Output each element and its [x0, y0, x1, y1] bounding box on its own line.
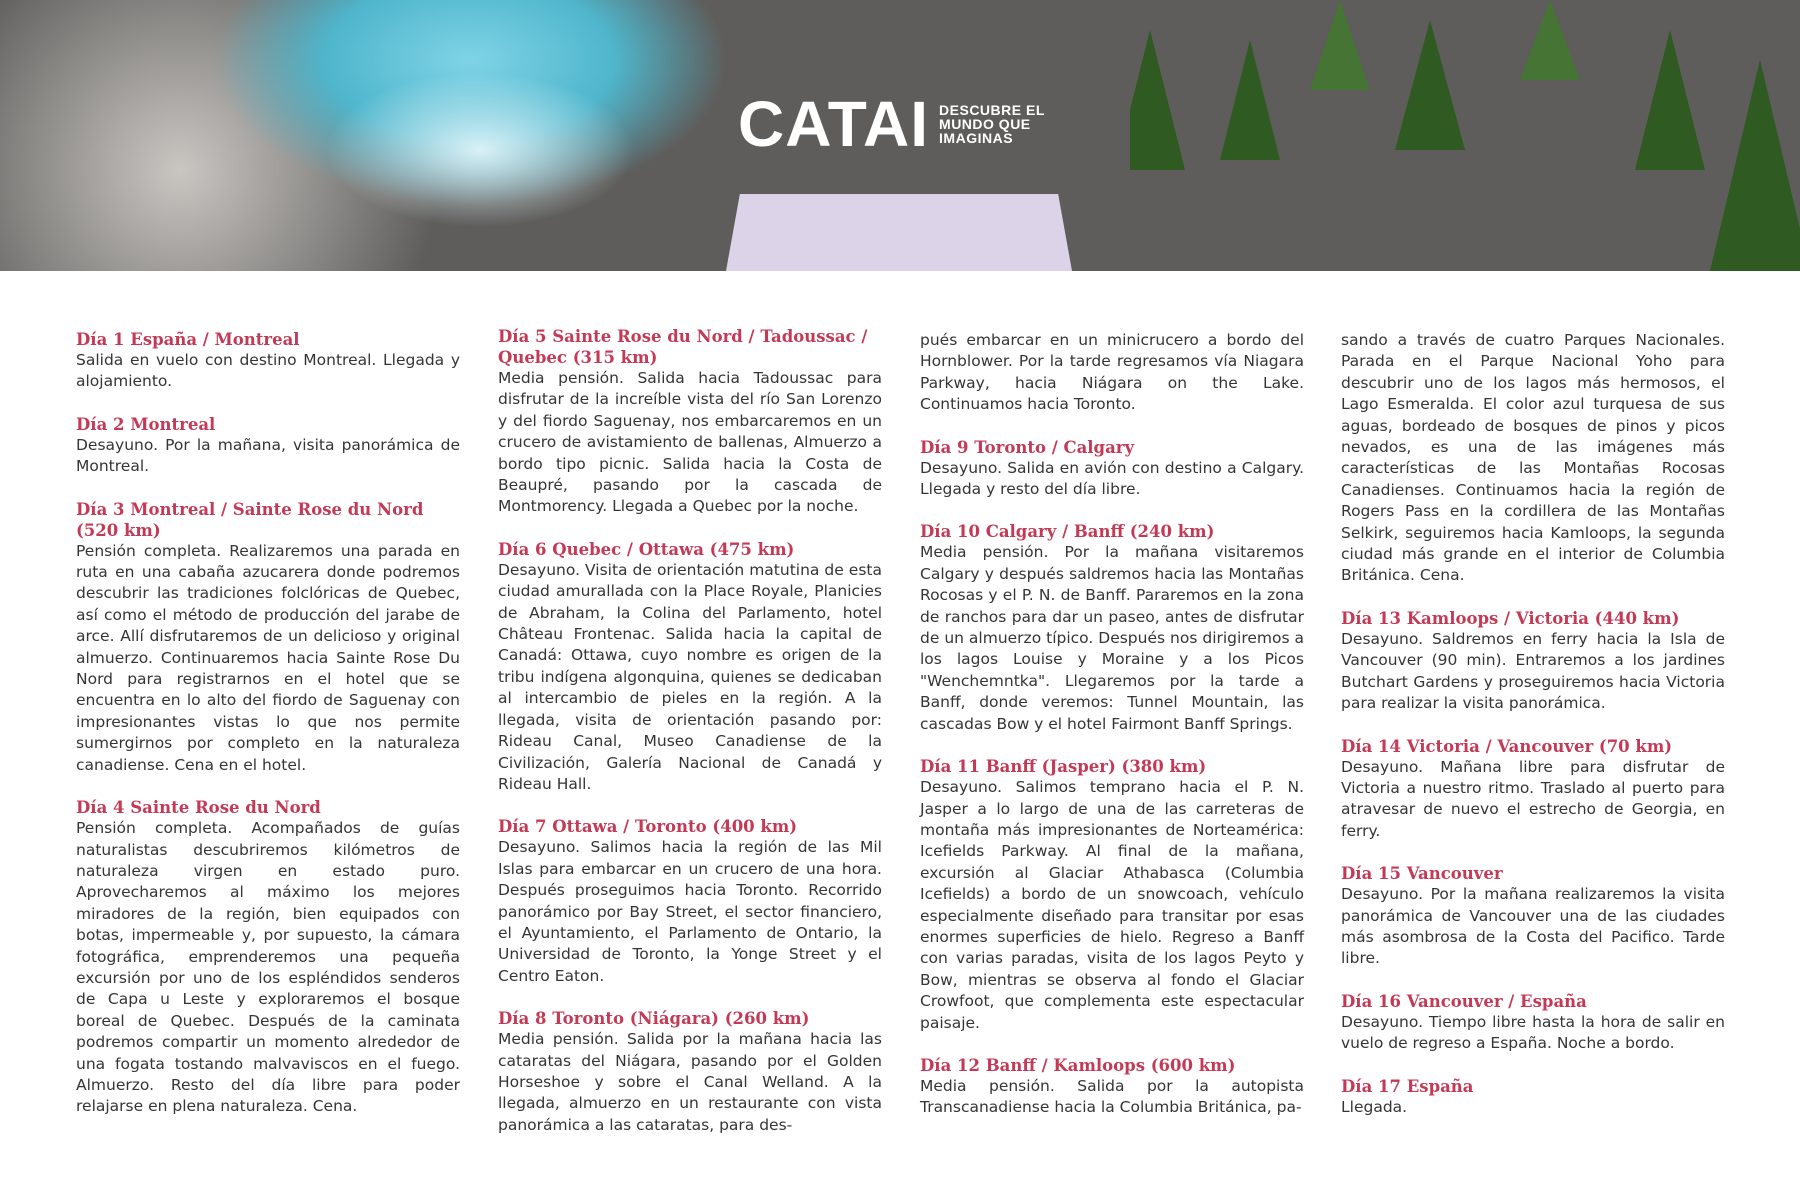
itinerary-day: [76, 414, 460, 478]
itinerary-day-continued: [920, 330, 1304, 416]
itinerary-day: [920, 1055, 1304, 1119]
itinerary-column-1: [76, 329, 460, 1139]
logo-wordmark: CATAI: [738, 88, 930, 160]
itinerary-day: [76, 329, 460, 393]
itinerary-day: [498, 326, 882, 518]
day-title: Día 8 Toronto (Niágara) (260 km): [498, 1009, 810, 1029]
day-title: Día 13 Kamloops / Victoria (440 km): [1341, 608, 1680, 628]
day-description: Desayuno. Visita de orientación matutina de esta ciudad amurallada con la Place Royale, Planicies de Abraham, la Colina del Parlamento, hotel Château Frontenac. Salida hacia la capital de Canadá: Ottawa, cuyo nombre es origen de la tribu indígena algonquina, quienes se dedicaban al intercambio de pieles en la región. A la llegada, visita de orientación pasando por: Rideau Canal, Museo Canadiense de la Civilización, Galería Nacional de Canadá y Rideau Hall.: [498, 560, 882, 793]
day-title: Día 2 Montreal: [76, 414, 216, 434]
logo-tagline: DESCUBRE EL MUNDO QUE IMAGINAS: [939, 102, 1045, 146]
itinerary-day: [76, 499, 460, 776]
day-description: Desayuno. Saldremos en ferry hacia la Isla de Vancouver (90 min). Entraremos a los jardines Butchart Gardens y proseguiremos hacia Victoria para realizar la visita panorámica.: [1341, 629, 1725, 713]
day-title: Día 6 Quebec / Ottawa (475 km): [498, 539, 795, 559]
day-description: Desayuno. Mañana libre para disfrutar de Victoria a nuestro ritmo. Traslado al puerto para atravesar de nuevo el estrecho de Georgia, en ferry.: [1341, 757, 1725, 840]
itinerary-day: [920, 756, 1304, 1034]
day-description: pués embarcar en un minicrucero a bordo del Hornblower. Por la tarde regresamos vía Niagara Parkway, hacia Niágara on the Lake. Continuamos hacia Toronto.: [920, 331, 1304, 414]
day-title: Día 7 Ottawa / Toronto (400 km): [498, 817, 798, 837]
hero-photo: [0, 0, 1800, 271]
itinerary-day: [1341, 608, 1725, 715]
day-title: Día 17 España: [1341, 1076, 1474, 1096]
itinerary-day: [920, 437, 1304, 501]
day-description: Media pensión. Por la mañana visitaremos Calgary y después saldremos hacia las Montañas Rocosas y el P. N. de Banff. Pararemos en la zona de ranchos para dar un paseo, antes de disfrutar de un almuerzo típico. Después nos dirigiremos a los lagos Louise y Moraine y a los Picos "Wenchemntka". Llegaremos por la tarde a Banff, donde veremos: Tunnel Mountain, las cascadas Bow y el hotel Fairmont Banff Springs.: [920, 543, 1304, 733]
itinerary-day: [1341, 1076, 1725, 1118]
itinerary-day: [76, 797, 460, 1118]
itinerary-day: [498, 539, 882, 795]
itinerary-column-4: [1341, 330, 1725, 1139]
itinerary-column-3: [920, 330, 1304, 1140]
day-description: Desayuno. Salimos hacia la región de las Mil Islas para embarcar en un crucero de una hora. Después proseguimos hacia Toronto. Recorrido panorámico por Bay Street, el sector financiero, el Ayuntamiento, el Parlamento de Ontario, la Universidad de Toronto, la Yonge Street y el Centro Eaton.: [498, 838, 882, 985]
day-description: Desayuno. Por la mañana, visita panorámica de Montreal.: [76, 435, 460, 476]
day-title: Día 14 Victoria / Vancouver (70 km): [1341, 736, 1673, 756]
day-description: sando a través de cuatro Parques Nacionales. Parada en el Parque Nacional Yoho para descubrir uno de los lagos más hermosos, el Lago Esmeralda. El color azul turquesa de sus aguas, bordeado de bosques de pinos y picos nevados, es una de las imágenes más características de las Montañas Rocosas Canadienses. Continuamos hacia la región de Rogers Pass en la cordillera de las Montañas Selkirk, seguiremos hacia Kamloops, la segunda ciudad más grande en el interior de Columbia Británica. Cena.: [1341, 331, 1725, 585]
itinerary-day: [498, 816, 882, 987]
day-description: Media pensión. Salida hacia Tadoussac para disfrutar de la increíble vista del río San Lorenzo y del fiordo Saguenay, nos embarcaremos en un crucero de avistamiento de ballenas, Almuerzo a bordo tipo picnic. Salida hacia la Costa de Beaupré, pasando por la cascada de Montmorency. Llegada a Quebec por la noche.: [498, 369, 882, 516]
day-description: Salida en vuelo con destino Montreal. Llegada y alojamiento.: [76, 351, 460, 391]
itinerary-day: [1341, 863, 1725, 970]
day-title: Día 11 Banff (Jasper) (380 km): [920, 757, 1207, 777]
itinerary-column-2: [498, 326, 882, 1157]
day-title: Día 9 Toronto / Calgary: [920, 437, 1135, 457]
pine-trees-illustration: [1130, 0, 1800, 271]
day-title: Día 15 Vancouver: [1341, 864, 1503, 884]
day-title: Día 10 Calgary / Banff (240 km): [920, 522, 1215, 542]
day-description: Pensión completa. Acompañados de guías naturalistas descubriremos kilómetros de naturaleza virgen en estado puro. Aprovecharemos al máximo los mejores miradores de la región, bien equipados con botas, impermeable y, por supuesto, la cámara fotográfica, emprenderemos una pequeña excursión por uno de los espléndidos senderos de Capa u Leste y exploraremos el bosque boreal de Quebec. Después de la caminata podremos compartir un momento alrededor de una fogata tostando malvaviscos en el fuego. Almuerzo. Resto del día libre para poder relajarse en plena naturaleza. Cena.: [76, 819, 460, 1116]
day-title: Día 4 Sainte Rose du Nord: [76, 798, 321, 818]
itinerary-day: [1341, 991, 1725, 1055]
day-title: Día 12 Banff / Kamloops (600 km): [920, 1055, 1236, 1075]
day-description: Desayuno. Tiempo libre hasta la hora de salir en vuelo de regreso a España. Noche a bordo.: [1341, 1012, 1725, 1053]
day-title: Día 1 España / Montreal: [76, 330, 300, 349]
itinerary-day: [498, 1008, 882, 1136]
day-description: Desayuno. Salimos temprano hacia el P. N. Jasper a lo largo de una de las carreteras de montaña más impresionantes de Norteamérica: Icefields Parkway. Al final de la mañana, excursión al Glaciar Athabasca (Columbia Icefields) a bordo de un snowcoach, vehículo especialmente diseñado para transitar por esas enormes superficies de hielo. Regreso a Banff con varias paradas, visita de los lagos Peyto y Bow, mientras se observa al fondo el Glaciar Crowfoot, que complementa este espectacular paisaje.: [920, 778, 1304, 1032]
itinerary-day: [920, 521, 1304, 735]
day-description: Media pensión. Salida por la autopista Transcanadiense hacia la Columbia Británica, pa-: [920, 1076, 1304, 1117]
day-title: Día 16 Vancouver / España: [1341, 991, 1587, 1011]
day-description: Desayuno. Por la mañana realizaremos la visita panorámica de Vancouver una de las ciudades más asombrosa de la Costa del Pacifico. Tarde libre.: [1341, 885, 1725, 968]
itinerary-day: [1341, 736, 1725, 843]
catai-logo: [738, 88, 1045, 160]
day-description: Media pensión. Salida por la mañana hacia las cataratas del Niágara, pasando por el Golden Horseshoe y sobre el Canal Welland. A la llegada, almuerzo en un restaurante con vista panorámica a las cataratas, para des-: [498, 1030, 882, 1134]
day-title: Día 3 Montreal / Sainte Rose du Nord (520 km): [76, 499, 424, 540]
day-description: Llegada.: [1341, 1097, 1408, 1116]
header-tab-shape: [726, 194, 1072, 271]
day-description: Desayuno. Salida en avión con destino a Calgary. Llegada y resto del día libre.: [920, 458, 1304, 499]
itinerary-day-continued: [1341, 330, 1725, 587]
day-title: Día 5 Sainte Rose du Nord / Tadoussac / Quebec (315 km): [498, 327, 868, 367]
day-description: Pensión completa. Realizaremos una parada en ruta en una cabaña azucarera donde podremos descubrir las tradiciones folclóricas de Quebec, así como el método de producción del jarabe de arce. Allí disfrutaremos de un delicioso y original almuerzo. Continuaremos hacia Sainte Rose Du Nord para registrarnos en el hotel que se encuentra en lo alto del fiordo de Saguenay con impresionantes vistas lo que nos permite sumergirnos por completo en la naturaleza canadiense. Cena en el hotel.: [76, 541, 460, 774]
